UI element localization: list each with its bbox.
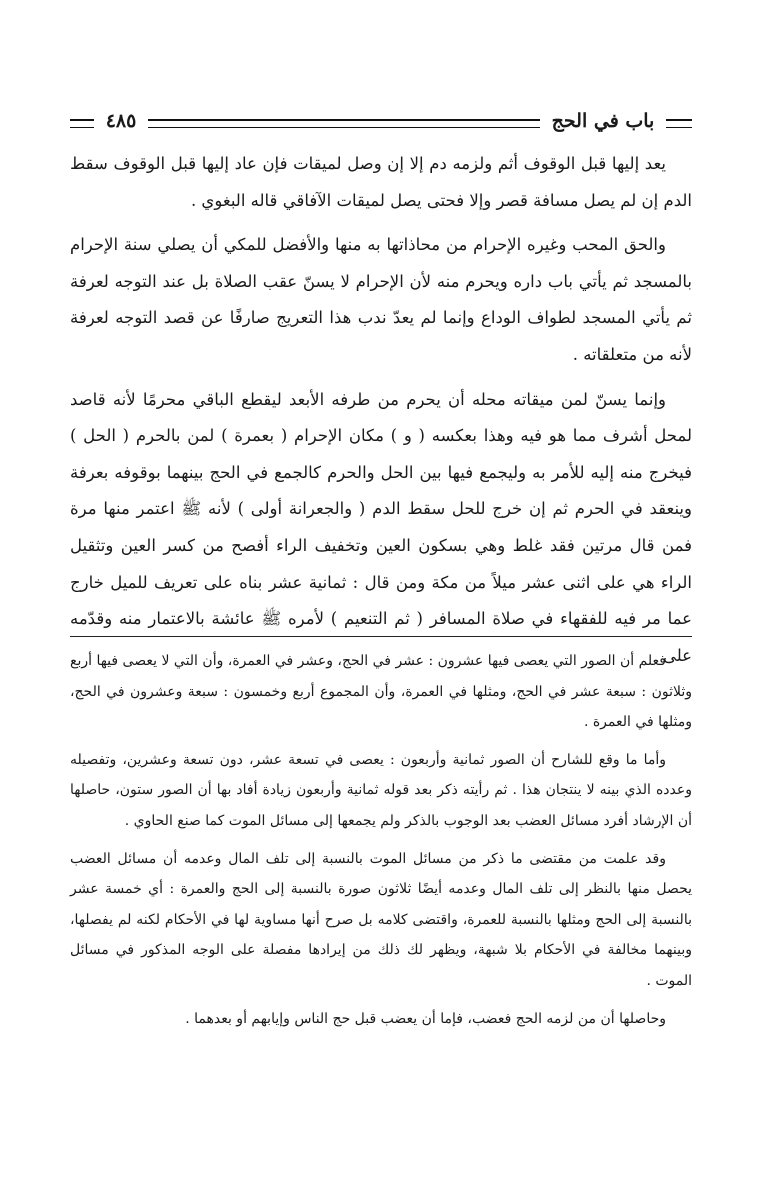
footnote-paragraph: فعلم أن الصور التي يعصى فيها عشرون : عشر في الحج، وعشر في العمرة، وأن التي لا يعصى فيها أربع وثلاثون : سبعة عشر في الحج، ومثلها في العمرة، وأن المجموع أربع وخمسون : سبعة وعشرون في الحج، ومثلها في العمرة .: [70, 653, 693, 731]
footnote-paragraph: وأما ما وقع للشارح أن الصور ثمانية وأربعون : يعصى في تسعة عشر، دون تسعة وعشرين، وتفصيله وعدده الذي بينه لا ينتجان هذا . ثم رأيته ذكر بعد قوله ثمانية وأربعون زيادة أفاد بها أن الصور ستون، حاصلها أن الإرشاد أفرد مسائل العضب بعد الوجوب بالذكر ولم يجمعها إلى مسائل الموت كما صنع الحاوي .: [70, 751, 692, 829]
main-text: [70, 146, 692, 682]
header-rule-right: [666, 119, 692, 128]
running-title: باب في الحج: [551, 110, 655, 132]
header-rule: [148, 119, 540, 128]
footnote-separator: [70, 636, 692, 637]
page-number: ٤٨٥: [105, 110, 137, 132]
main-paragraph: والحق المحب وغيره الإحرام من محاذاتها به منها والأفضل للمكي أن يصلي سنة الإحرام بالمسجد ثم يأتي باب داره ويحرم منه لأن الإحرام لا يسنّ عقب الصلاة بل عند التوجه لعرفة ثم يأتي المسجد لطواف الوداع وإنما لم يعدّ ندب هذا التعريج صارفًا عن قصد التوجه لعرفة لأنه من متعلقاته .: [70, 235, 692, 364]
main-paragraph: يعد إليها قبل الوقوف أثم ولزمه دم إلا إن وصل لميقات فإن عاد إليها قبل الوقوف سقط الدم إن لم يصل مسافة قصر وإلا فحتى يصل لميقات الآفاقي قاله البغوي .: [70, 154, 692, 210]
header-rule-left: [70, 119, 94, 128]
footnote-paragraph: وحاصلها أن من لزمه الحج فعضب، فإما أن يعضب قبل حج الناس وإيابهم أو بعدهما .: [185, 1010, 666, 1027]
footnotes: [70, 646, 692, 1041]
main-paragraph: وإنما يسنّ لمن ميقاته محله أن يحرم من طرفه الأبعد ليقطع الباقي محرمًا لأنه قاصد لمحل أشرف مما هو فيه وهذا بعكسه ( و ) مكان الإحرام ( بعمرة ) لمن بالحرم ( الحل ) فيخرج منه إليه للأمر به وليجمع فيها بين الحل والحرم كالجمع في الحج بينهما بوقوفه بعرفة وينعقد في الحرم ثم إن خرج للحل سقط الدم ( والجعرانة أولى ) لأنه ﷺ اعتمر منها مرة فمن قال مرتين فقد غلط وهي بسكون العين وتخفيف الراء أفصح من كسر العين وتثقيل الراء هي على اثنى عشر ميلاً من مكة ومن قال : ثمانية عشر بناه على تعريف للميل خارج عما مر فيه للفقهاء في صلاة المسافر ( ثم التنعيم ) لأمره ﷺ عائشة بالاعتمار منه وقدّمه على: [70, 389, 692, 665]
footnote-paragraph: وقد علمت من مقتضى ما ذكر من مسائل الموت بالنسبة إلى تلف المال وعدمه أن مسائل العضب يحصل منها بالنظر إلى تلف المال وعدمه أيضًا ثلاثون صورة بالنسبة إلى الحج والعمرة : أي خمسة عشر بالنسبة إلى الحج ومثلها بالنسبة للعمرة، واقتضى كلامه بل صرح أنها مساوية لها في الأحكام لكنه لم يفصلها، وبينهما مخالفة في الأحكام بلا شبهة، ويظهر لك ذلك من إيرادها مفصلة على الوجه المذكور في مسائل الموت .: [70, 850, 693, 989]
running-header: [70, 108, 692, 138]
